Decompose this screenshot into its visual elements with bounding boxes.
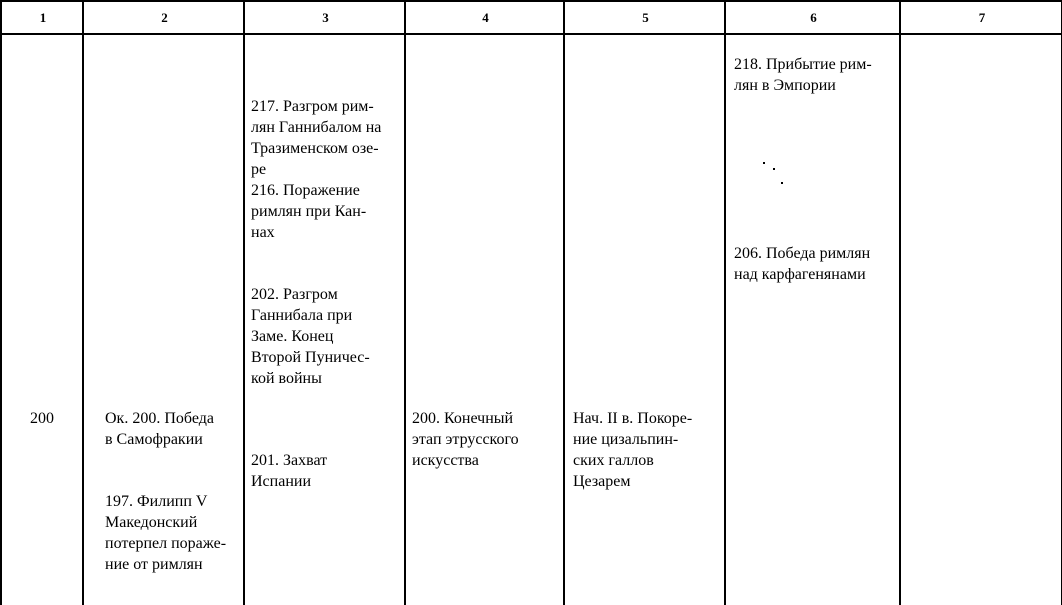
- event-philip-v: 197. Филипп V Македонский потерпел пораже- ние от римлян: [105, 493, 227, 573]
- column-7: [901, 2, 1062, 605]
- column-5: [565, 2, 726, 605]
- scan-speck: [781, 182, 783, 184]
- column-4: [406, 2, 565, 605]
- header-col-6: 6: [810, 10, 817, 25]
- event-zama: 202. Разгром Ганнибала при Заме. Конец Второй Пуничес- кой войны: [251, 286, 370, 387]
- header-col-7: 7: [978, 10, 986, 25]
- year-label: 200: [30, 410, 54, 427]
- header-divider: [2, 33, 1062, 35]
- event-etruscan-art: 200. Конечный этап этрусского искусства: [412, 410, 519, 469]
- header-col-4: 4: [482, 10, 489, 25]
- header-col-5: 5: [642, 10, 649, 25]
- scan-speck: [763, 162, 765, 164]
- event-spain: 201. Захват Испании: [251, 452, 328, 490]
- event-victory-carthage: 206. Победа римлян над карфагенянами: [734, 245, 871, 283]
- header-col-2: 2: [161, 10, 168, 25]
- event-samothrace: Ок. 200. Победа в Самофракии: [105, 410, 214, 448]
- event-cisalpine-gauls: Нач. II в. Покоре- ние цизальпин- ских галлов Цезарем: [573, 410, 693, 490]
- scan-speck: [773, 168, 775, 170]
- column-1: [2, 2, 84, 605]
- event-cannae: 216. Поражение римлян при Кан- нах: [251, 182, 367, 241]
- header-col-3: 3: [322, 10, 329, 25]
- event-trasimene: 217. Разгром рим- лян Ганнибалом на Тразименском озе- ре: [251, 98, 382, 178]
- header-col-1: 1: [39, 10, 47, 25]
- event-emporiae: 218. Прибытие рим- лян в Эмпории: [734, 56, 872, 94]
